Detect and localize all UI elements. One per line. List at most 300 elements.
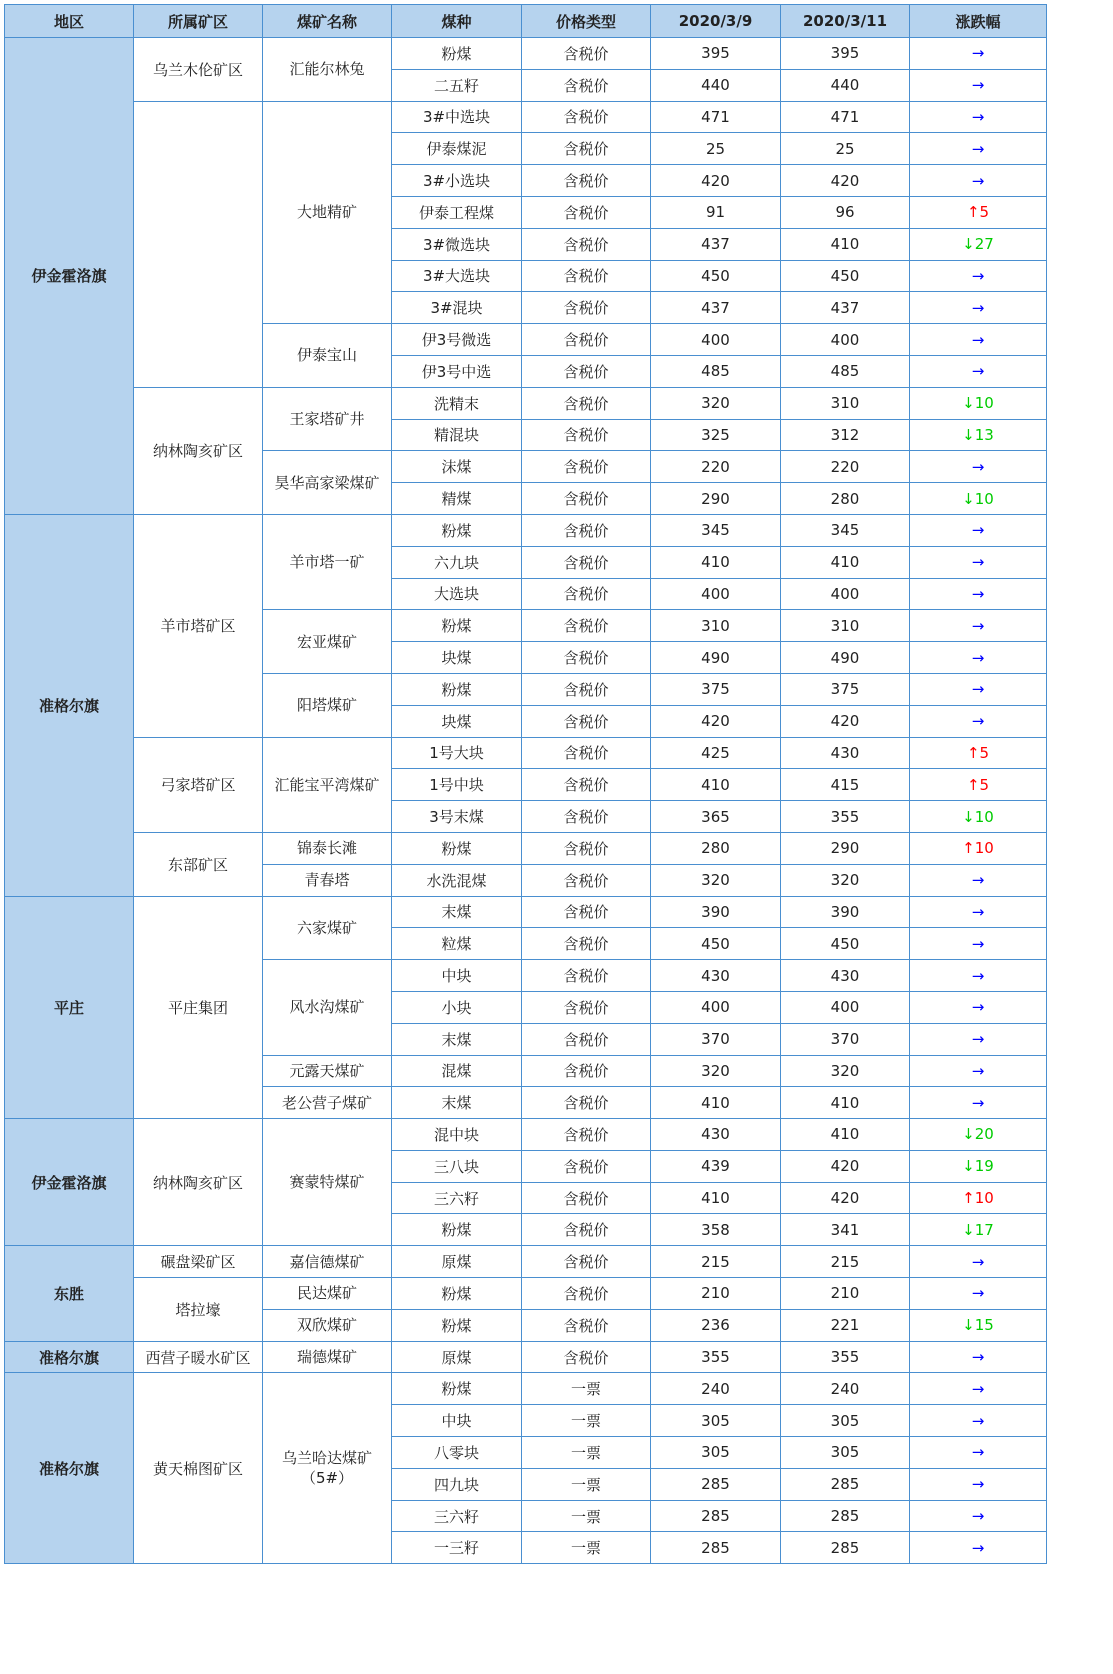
price-date2-cell: 410 bbox=[781, 1087, 910, 1119]
mine-cell: 双欣煤矿 bbox=[263, 1309, 392, 1341]
header-date2: 2020/3/11 bbox=[781, 5, 910, 38]
price-date1-cell: 450 bbox=[651, 260, 781, 292]
price-type-cell: 含税价 bbox=[522, 546, 651, 578]
price-type-cell: 一票 bbox=[522, 1468, 651, 1500]
price-date2-cell: 420 bbox=[781, 1150, 910, 1182]
change-cell: → bbox=[910, 292, 1047, 324]
coal-type-cell: 粉煤 bbox=[392, 1214, 522, 1246]
price-date2-cell: 285 bbox=[781, 1468, 910, 1500]
change-cell: → bbox=[910, 864, 1047, 896]
price-date1-cell: 420 bbox=[651, 705, 781, 737]
coal-type-cell: 3号末煤 bbox=[392, 801, 522, 833]
price-date1-cell: 410 bbox=[651, 769, 781, 801]
coal-type-cell: 3#混块 bbox=[392, 292, 522, 324]
price-type-cell: 含税价 bbox=[522, 896, 651, 928]
price-type-cell: 含税价 bbox=[522, 101, 651, 133]
coal-type-cell: 粉煤 bbox=[392, 514, 522, 546]
price-date2-cell: 410 bbox=[781, 228, 910, 260]
coal-type-cell: 三八块 bbox=[392, 1150, 522, 1182]
price-date2-cell: 485 bbox=[781, 355, 910, 387]
mine-cell: 大地精矿 bbox=[263, 101, 392, 324]
price-date2-cell: 355 bbox=[781, 801, 910, 833]
price-date2-cell: 450 bbox=[781, 928, 910, 960]
price-date2-cell: 395 bbox=[781, 38, 910, 70]
price-type-cell: 一票 bbox=[522, 1532, 651, 1564]
price-date1-cell: 400 bbox=[651, 578, 781, 610]
header-change: 涨跌幅 bbox=[910, 5, 1047, 38]
price-date2-cell: 96 bbox=[781, 196, 910, 228]
mine-cell: 嘉信德煤矿 bbox=[263, 1246, 392, 1278]
price-date1-cell: 490 bbox=[651, 642, 781, 674]
price-type-cell: 含税价 bbox=[522, 1246, 651, 1278]
price-date1-cell: 305 bbox=[651, 1405, 781, 1437]
price-type-cell: 含税价 bbox=[522, 1087, 651, 1119]
change-cell: → bbox=[910, 260, 1047, 292]
change-cell: → bbox=[910, 1278, 1047, 1310]
coal-type-cell: 伊泰工程煤 bbox=[392, 196, 522, 228]
area-cell: 乌兰木伦矿区 bbox=[134, 38, 263, 102]
change-cell: → bbox=[910, 928, 1047, 960]
price-date1-cell: 220 bbox=[651, 451, 781, 483]
price-date1-cell: 370 bbox=[651, 1023, 781, 1055]
mine-cell: 元露天煤矿 bbox=[263, 1055, 392, 1087]
price-date1-cell: 290 bbox=[651, 483, 781, 515]
price-date2-cell: 25 bbox=[781, 133, 910, 165]
coal-type-cell: 六九块 bbox=[392, 546, 522, 578]
area-cell: 碾盘梁矿区 bbox=[134, 1246, 263, 1278]
coal-type-cell: 原煤 bbox=[392, 1341, 522, 1373]
coal-type-cell: 中块 bbox=[392, 960, 522, 992]
price-type-cell: 含税价 bbox=[522, 1023, 651, 1055]
mine-cell: 民达煤矿 bbox=[263, 1278, 392, 1310]
price-type-cell: 含税价 bbox=[522, 387, 651, 419]
price-date1-cell: 400 bbox=[651, 324, 781, 356]
price-date2-cell: 221 bbox=[781, 1309, 910, 1341]
mine-cell: 昊华高家梁煤矿 bbox=[263, 451, 392, 515]
price-type-cell: 一票 bbox=[522, 1500, 651, 1532]
table-row bbox=[5, 737, 1047, 769]
region-cell: 东胜 bbox=[5, 1246, 134, 1341]
coal-type-cell: 沫煤 bbox=[392, 451, 522, 483]
change-cell: ↓10 bbox=[910, 801, 1047, 833]
change-cell: → bbox=[910, 133, 1047, 165]
table-row bbox=[5, 1373, 1047, 1405]
region-cell: 伊金霍洛旗 bbox=[5, 1119, 134, 1246]
price-date1-cell: 285 bbox=[651, 1532, 781, 1564]
price-date2-cell: 490 bbox=[781, 642, 910, 674]
table-row bbox=[5, 38, 1047, 70]
change-cell: ↓17 bbox=[910, 1214, 1047, 1246]
header-area: 所属矿区 bbox=[134, 5, 263, 38]
table-row bbox=[5, 1278, 1047, 1310]
change-cell: → bbox=[910, 1532, 1047, 1564]
change-cell: ↑10 bbox=[910, 1182, 1047, 1214]
coal-type-cell: 粒煤 bbox=[392, 928, 522, 960]
mine-cell: 赛蒙特煤矿 bbox=[263, 1119, 392, 1246]
price-type-cell: 含税价 bbox=[522, 69, 651, 101]
price-type-cell: 含税价 bbox=[522, 324, 651, 356]
change-cell: → bbox=[910, 1341, 1047, 1373]
price-date2-cell: 285 bbox=[781, 1500, 910, 1532]
price-date2-cell: 305 bbox=[781, 1437, 910, 1469]
coal-type-cell: 粉煤 bbox=[392, 673, 522, 705]
change-cell: ↓27 bbox=[910, 228, 1047, 260]
price-type-cell: 含税价 bbox=[522, 864, 651, 896]
coal-type-cell: 3#小选块 bbox=[392, 165, 522, 197]
change-cell: → bbox=[910, 1087, 1047, 1119]
price-date2-cell: 320 bbox=[781, 864, 910, 896]
price-date1-cell: 345 bbox=[651, 514, 781, 546]
price-date2-cell: 450 bbox=[781, 260, 910, 292]
change-cell: → bbox=[910, 1246, 1047, 1278]
change-cell: → bbox=[910, 355, 1047, 387]
mine-cell: 宏亚煤矿 bbox=[263, 610, 392, 674]
change-cell: → bbox=[910, 1055, 1047, 1087]
price-date2-cell: 290 bbox=[781, 832, 910, 864]
price-date2-cell: 310 bbox=[781, 387, 910, 419]
price-type-cell: 一票 bbox=[522, 1437, 651, 1469]
mine-cell: 汇能宝平湾煤矿 bbox=[263, 737, 392, 832]
price-date1-cell: 450 bbox=[651, 928, 781, 960]
header-mine: 煤矿名称 bbox=[263, 5, 392, 38]
change-cell: → bbox=[910, 896, 1047, 928]
coal-type-cell: 三六籽 bbox=[392, 1500, 522, 1532]
area-cell: 羊市塔矿区 bbox=[134, 514, 263, 737]
coal-type-cell: 混煤 bbox=[392, 1055, 522, 1087]
coal-type-cell: 1号大块 bbox=[392, 737, 522, 769]
price-date1-cell: 355 bbox=[651, 1341, 781, 1373]
coal-type-cell: 八零块 bbox=[392, 1437, 522, 1469]
coal-type-cell: 混中块 bbox=[392, 1119, 522, 1151]
coal-type-cell: 粉煤 bbox=[392, 38, 522, 70]
mine-cell: 风水沟煤矿 bbox=[263, 960, 392, 1055]
price-type-cell: 含税价 bbox=[522, 1055, 651, 1087]
price-date1-cell: 285 bbox=[651, 1468, 781, 1500]
price-date1-cell: 410 bbox=[651, 1087, 781, 1119]
price-date1-cell: 390 bbox=[651, 896, 781, 928]
area-cell: 纳林陶亥矿区 bbox=[134, 387, 263, 514]
price-type-cell: 含税价 bbox=[522, 769, 651, 801]
price-type-cell: 含税价 bbox=[522, 705, 651, 737]
price-type-cell: 含税价 bbox=[522, 960, 651, 992]
change-cell: ↓15 bbox=[910, 1309, 1047, 1341]
header-date1: 2020/3/9 bbox=[651, 5, 781, 38]
price-type-cell: 含税价 bbox=[522, 801, 651, 833]
price-type-cell: 含税价 bbox=[522, 1341, 651, 1373]
price-date1-cell: 210 bbox=[651, 1278, 781, 1310]
table-row bbox=[5, 387, 1047, 419]
table-body bbox=[5, 38, 1047, 1564]
change-cell: → bbox=[910, 165, 1047, 197]
coal-type-cell: 四九块 bbox=[392, 1468, 522, 1500]
price-type-cell: 含税价 bbox=[522, 451, 651, 483]
table-row bbox=[5, 1119, 1047, 1151]
change-cell: → bbox=[910, 69, 1047, 101]
price-date2-cell: 345 bbox=[781, 514, 910, 546]
change-cell: ↑5 bbox=[910, 196, 1047, 228]
area-cell bbox=[134, 101, 263, 387]
price-date1-cell: 365 bbox=[651, 801, 781, 833]
coal-type-cell: 大选块 bbox=[392, 578, 522, 610]
change-cell: → bbox=[910, 1373, 1047, 1405]
price-type-cell: 含税价 bbox=[522, 737, 651, 769]
coal-type-cell: 三六籽 bbox=[392, 1182, 522, 1214]
price-date2-cell: 390 bbox=[781, 896, 910, 928]
area-cell: 西营子暖水矿区 bbox=[134, 1341, 263, 1373]
price-date1-cell: 425 bbox=[651, 737, 781, 769]
price-date2-cell: 415 bbox=[781, 769, 910, 801]
change-cell: → bbox=[910, 673, 1047, 705]
region-cell: 准格尔旗 bbox=[5, 1341, 134, 1373]
area-cell: 弓家塔矿区 bbox=[134, 737, 263, 832]
mine-cell: 老公营子煤矿 bbox=[263, 1087, 392, 1119]
header-coal: 煤种 bbox=[392, 5, 522, 38]
mine-cell: 瑞德煤矿 bbox=[263, 1341, 392, 1373]
price-date2-cell: 420 bbox=[781, 1182, 910, 1214]
price-date2-cell: 310 bbox=[781, 610, 910, 642]
mine-cell: 伊泰宝山 bbox=[263, 324, 392, 388]
price-type-cell: 含税价 bbox=[522, 38, 651, 70]
area-cell: 塔拉壕 bbox=[134, 1278, 263, 1342]
coal-type-cell: 块煤 bbox=[392, 642, 522, 674]
price-type-cell: 含税价 bbox=[522, 1182, 651, 1214]
price-date2-cell: 312 bbox=[781, 419, 910, 451]
price-type-cell: 含税价 bbox=[522, 1150, 651, 1182]
price-type-cell: 含税价 bbox=[522, 165, 651, 197]
table-row bbox=[5, 1246, 1047, 1278]
coal-type-cell: 粉煤 bbox=[392, 1309, 522, 1341]
price-date2-cell: 471 bbox=[781, 101, 910, 133]
price-type-cell: 含税价 bbox=[522, 991, 651, 1023]
price-date2-cell: 240 bbox=[781, 1373, 910, 1405]
mine-cell: 六家煤矿 bbox=[263, 896, 392, 960]
coal-type-cell: 3#中选块 bbox=[392, 101, 522, 133]
price-date2-cell: 400 bbox=[781, 991, 910, 1023]
change-cell: → bbox=[910, 578, 1047, 610]
change-cell: → bbox=[910, 324, 1047, 356]
price-date1-cell: 25 bbox=[651, 133, 781, 165]
price-date2-cell: 305 bbox=[781, 1405, 910, 1437]
region-cell: 准格尔旗 bbox=[5, 514, 134, 896]
price-date1-cell: 305 bbox=[651, 1437, 781, 1469]
change-cell: ↓19 bbox=[910, 1150, 1047, 1182]
coal-type-cell: 1号中块 bbox=[392, 769, 522, 801]
change-cell: ↑5 bbox=[910, 769, 1047, 801]
price-date1-cell: 437 bbox=[651, 228, 781, 260]
price-date1-cell: 395 bbox=[651, 38, 781, 70]
price-date1-cell: 400 bbox=[651, 991, 781, 1023]
region-cell: 平庄 bbox=[5, 896, 134, 1119]
price-type-cell: 含税价 bbox=[522, 196, 651, 228]
price-type-cell: 含税价 bbox=[522, 483, 651, 515]
price-type-cell: 含税价 bbox=[522, 133, 651, 165]
coal-type-cell: 精混块 bbox=[392, 419, 522, 451]
change-cell: ↓10 bbox=[910, 387, 1047, 419]
coal-type-cell: 3#微选块 bbox=[392, 228, 522, 260]
price-date1-cell: 430 bbox=[651, 1119, 781, 1151]
coal-type-cell: 二五籽 bbox=[392, 69, 522, 101]
mine-cell: 阳塔煤矿 bbox=[263, 673, 392, 737]
price-type-cell: 含税价 bbox=[522, 673, 651, 705]
price-date2-cell: 410 bbox=[781, 1119, 910, 1151]
mine-cell: 王家塔矿井 bbox=[263, 387, 392, 451]
change-cell: → bbox=[910, 514, 1047, 546]
change-cell: → bbox=[910, 610, 1047, 642]
price-type-cell: 含税价 bbox=[522, 1278, 651, 1310]
price-type-cell: 含税价 bbox=[522, 292, 651, 324]
table-row bbox=[5, 514, 1047, 546]
price-date2-cell: 375 bbox=[781, 673, 910, 705]
price-type-cell: 含税价 bbox=[522, 928, 651, 960]
price-type-cell: 含税价 bbox=[522, 610, 651, 642]
coal-price-table bbox=[4, 4, 1047, 1564]
change-cell: → bbox=[910, 1500, 1047, 1532]
price-date1-cell: 439 bbox=[651, 1150, 781, 1182]
price-date1-cell: 410 bbox=[651, 1182, 781, 1214]
price-type-cell: 含税价 bbox=[522, 642, 651, 674]
price-date2-cell: 437 bbox=[781, 292, 910, 324]
change-cell: ↑5 bbox=[910, 737, 1047, 769]
area-cell: 平庄集团 bbox=[134, 896, 263, 1119]
change-cell: ↓10 bbox=[910, 483, 1047, 515]
price-date1-cell: 320 bbox=[651, 387, 781, 419]
coal-type-cell: 3#大选块 bbox=[392, 260, 522, 292]
price-date1-cell: 440 bbox=[651, 69, 781, 101]
price-type-cell: 一票 bbox=[522, 1405, 651, 1437]
coal-type-cell: 末煤 bbox=[392, 896, 522, 928]
price-date1-cell: 236 bbox=[651, 1309, 781, 1341]
area-cell: 纳林陶亥矿区 bbox=[134, 1119, 263, 1246]
price-type-cell: 含税价 bbox=[522, 1214, 651, 1246]
price-date2-cell: 430 bbox=[781, 737, 910, 769]
price-date2-cell: 400 bbox=[781, 324, 910, 356]
price-date2-cell: 370 bbox=[781, 1023, 910, 1055]
price-date2-cell: 440 bbox=[781, 69, 910, 101]
price-date2-cell: 355 bbox=[781, 1341, 910, 1373]
header-region: 地区 bbox=[5, 5, 134, 38]
price-date1-cell: 358 bbox=[651, 1214, 781, 1246]
coal-type-cell: 伊泰煤泥 bbox=[392, 133, 522, 165]
price-date2-cell: 285 bbox=[781, 1532, 910, 1564]
price-type-cell: 含税价 bbox=[522, 1119, 651, 1151]
change-cell: → bbox=[910, 546, 1047, 578]
coal-type-cell: 洗精末 bbox=[392, 387, 522, 419]
change-cell: → bbox=[910, 101, 1047, 133]
coal-type-cell: 水洗混煤 bbox=[392, 864, 522, 896]
price-type-cell: 含税价 bbox=[522, 1309, 651, 1341]
price-date1-cell: 310 bbox=[651, 610, 781, 642]
price-type-cell: 含税价 bbox=[522, 355, 651, 387]
price-date2-cell: 210 bbox=[781, 1278, 910, 1310]
price-date2-cell: 420 bbox=[781, 705, 910, 737]
price-type-cell: 含税价 bbox=[522, 228, 651, 260]
price-date1-cell: 437 bbox=[651, 292, 781, 324]
change-cell: ↓13 bbox=[910, 419, 1047, 451]
price-type-cell: 含税价 bbox=[522, 578, 651, 610]
price-type-cell: 含税价 bbox=[522, 832, 651, 864]
area-cell: 黄天棉图矿区 bbox=[134, 1373, 263, 1564]
coal-type-cell: 粉煤 bbox=[392, 1373, 522, 1405]
change-cell: → bbox=[910, 991, 1047, 1023]
change-cell: → bbox=[910, 642, 1047, 674]
price-date1-cell: 325 bbox=[651, 419, 781, 451]
change-cell: ↓20 bbox=[910, 1119, 1047, 1151]
price-date1-cell: 215 bbox=[651, 1246, 781, 1278]
mine-cell: 锦泰长滩 bbox=[263, 832, 392, 864]
price-date2-cell: 220 bbox=[781, 451, 910, 483]
price-date2-cell: 410 bbox=[781, 546, 910, 578]
price-date2-cell: 341 bbox=[781, 1214, 910, 1246]
price-date1-cell: 280 bbox=[651, 832, 781, 864]
price-date1-cell: 91 bbox=[651, 196, 781, 228]
coal-type-cell: 粉煤 bbox=[392, 610, 522, 642]
change-cell: → bbox=[910, 960, 1047, 992]
price-date2-cell: 420 bbox=[781, 165, 910, 197]
area-cell: 东部矿区 bbox=[134, 832, 263, 896]
price-table-wrapper bbox=[4, 4, 1047, 1564]
change-cell: → bbox=[910, 1468, 1047, 1500]
coal-type-cell: 精煤 bbox=[392, 483, 522, 515]
price-date2-cell: 280 bbox=[781, 483, 910, 515]
price-date1-cell: 485 bbox=[651, 355, 781, 387]
coal-type-cell: 小块 bbox=[392, 991, 522, 1023]
coal-type-cell: 伊3号中选 bbox=[392, 355, 522, 387]
price-date2-cell: 430 bbox=[781, 960, 910, 992]
change-cell: → bbox=[910, 705, 1047, 737]
table-row bbox=[5, 1341, 1047, 1373]
price-date1-cell: 375 bbox=[651, 673, 781, 705]
header-row bbox=[5, 5, 1047, 38]
change-cell: → bbox=[910, 451, 1047, 483]
change-cell: → bbox=[910, 1023, 1047, 1055]
price-date2-cell: 400 bbox=[781, 578, 910, 610]
price-date1-cell: 430 bbox=[651, 960, 781, 992]
coal-type-cell: 伊3号微选 bbox=[392, 324, 522, 356]
table-row bbox=[5, 101, 1047, 133]
coal-type-cell: 粉煤 bbox=[392, 832, 522, 864]
coal-type-cell: 末煤 bbox=[392, 1023, 522, 1055]
mine-cell: 羊市塔一矿 bbox=[263, 514, 392, 609]
table-row bbox=[5, 896, 1047, 928]
change-cell: → bbox=[910, 1405, 1047, 1437]
price-date1-cell: 320 bbox=[651, 864, 781, 896]
price-date1-cell: 240 bbox=[651, 1373, 781, 1405]
change-cell: ↑10 bbox=[910, 832, 1047, 864]
price-type-cell: 含税价 bbox=[522, 514, 651, 546]
price-date1-cell: 410 bbox=[651, 546, 781, 578]
coal-type-cell: 块煤 bbox=[392, 705, 522, 737]
price-type-cell: 一票 bbox=[522, 1373, 651, 1405]
price-date1-cell: 285 bbox=[651, 1500, 781, 1532]
region-cell: 伊金霍洛旗 bbox=[5, 38, 134, 515]
change-cell: → bbox=[910, 38, 1047, 70]
price-type-cell: 含税价 bbox=[522, 260, 651, 292]
coal-type-cell: 粉煤 bbox=[392, 1278, 522, 1310]
price-date2-cell: 320 bbox=[781, 1055, 910, 1087]
coal-type-cell: 原煤 bbox=[392, 1246, 522, 1278]
header-price-type: 价格类型 bbox=[522, 5, 651, 38]
table-row bbox=[5, 832, 1047, 864]
coal-type-cell: 末煤 bbox=[392, 1087, 522, 1119]
region-cell: 准格尔旗 bbox=[5, 1373, 134, 1564]
price-date1-cell: 320 bbox=[651, 1055, 781, 1087]
mine-cell: 青春塔 bbox=[263, 864, 392, 896]
price-date1-cell: 420 bbox=[651, 165, 781, 197]
mine-cell: 汇能尔林兔 bbox=[263, 38, 392, 102]
price-date2-cell: 215 bbox=[781, 1246, 910, 1278]
mine-cell: 乌兰哈达煤矿（5#） bbox=[263, 1373, 392, 1564]
coal-type-cell: 一三籽 bbox=[392, 1532, 522, 1564]
